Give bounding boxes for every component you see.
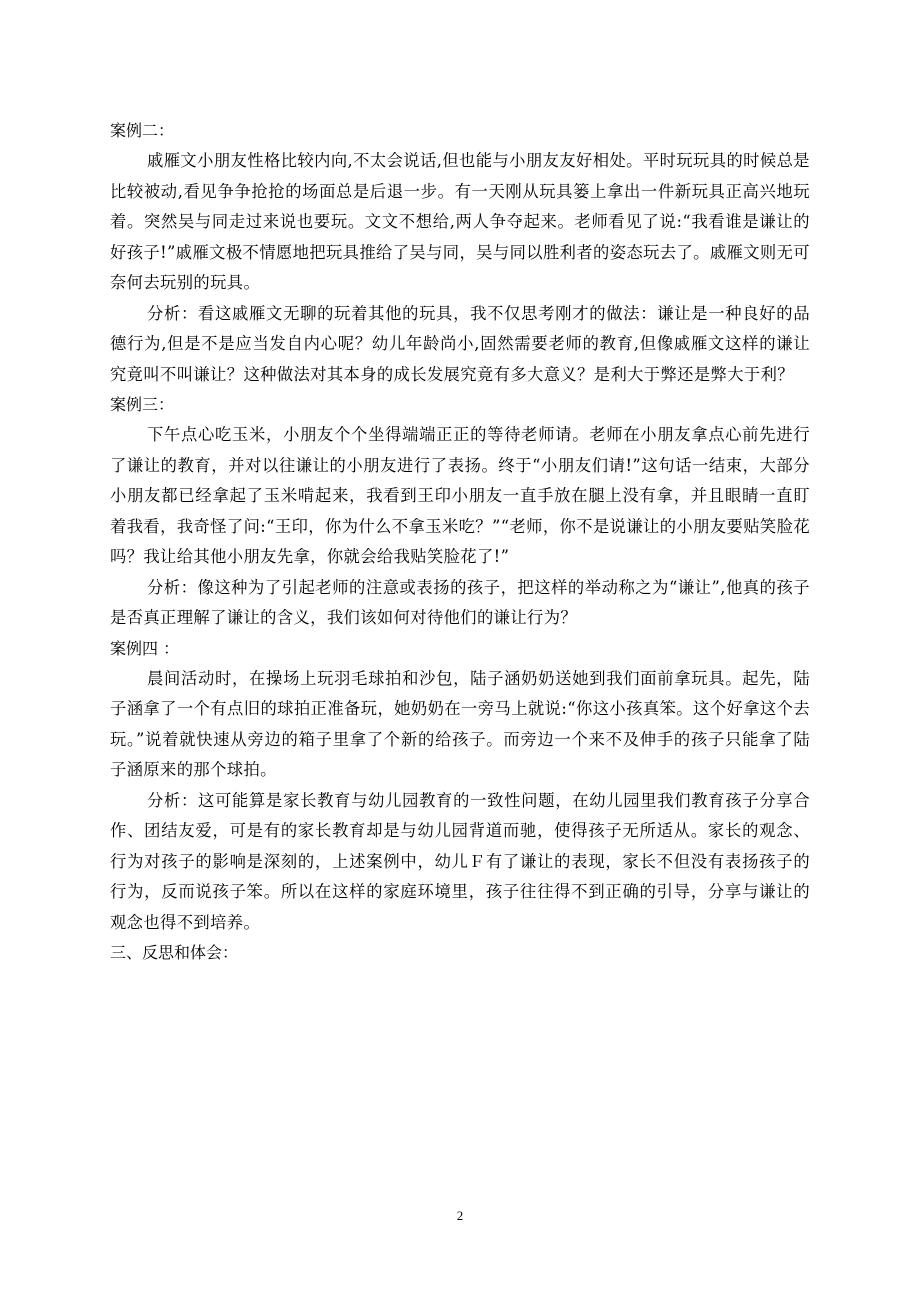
page-number: 2 — [456, 1208, 464, 1223]
case-three-analysis: 分析：像这种为了引起老师的注意或表扬的孩子，把这样的举动称之为“谦让”,他真的孩子是否真正理解了谦让的含义，我们该如何对待他们的谦让行为？ — [110, 577, 810, 627]
case-two-paragraph: 戚雁文小朋友性格比较内向,不太会说话,但也能与小朋友友好相处。平时玩玩具的时候总是比较被动,看见争争抢抢的场面总是后退一步。有一天刚从玩具篓上拿出一件新玩具正高兴地玩着。突然吴与同走过来说也要玩。文文不想给,两人争夺起来。老师看见了说:“我看谁是谦让的好孩子!”戚雁文极不情愿地把玩具推给了吴与同，吴与同以胜利者的姿态玩去了。戚雁文则无可奈何去玩别的玩具。 — [110, 151, 810, 292]
case-three-paragraph: 下午点心吃玉米，小朋友个个坐得端端正正的等待老师请。老师在小朋友拿点心前先进行了谦让的教育，并对以往谦让的小朋友进行了表扬。终于“小朋友们请!”这句话一结束，大部分小朋友都已经拿起了玉米啃起来，我看到王印小朋友一直手放在腿上没有拿，并且眼睛一直盯着我看，我奇怪了问:“王印，你为什么不拿玉米吃？”“老师，你不是说谦让的小朋友要贴笑脸花吗？我让给其他小朋友先拿，你就会给我贴笑脸花了!” — [110, 425, 810, 566]
case-four-paragraph: 晨间活动时，在操场上玩羽毛球拍和沙包，陆子涵奶奶送她到我们面前拿玩具。起先，陆子涵拿了一个有点旧的球拍正准备玩，她奶奶在一旁马上就说:“你这小孩真笨。这个好拿这个去玩。”说着就快速从旁边的箱子里拿了个新的给孩子。而旁边一个来不及伸手的孩子只能拿了陆子涵原来的那个球拍。 — [110, 668, 810, 779]
case-three-heading: 案例三： — [110, 395, 175, 414]
case-two-heading: 案例二： — [110, 121, 175, 140]
document-body — [110, 116, 810, 968]
section-three-heading: 三、反思和体会： — [110, 943, 239, 962]
case-four-analysis: 分析：这可能算是家长教育与幼儿园教育的一致性问题，在幼儿园里我们教育孩子分享合作、团结友爱，可是有的家长教育却是与幼儿园背道而驰，使得孩子无所适从。家长的观念、行为对孩子的影响是深刻的，上述案例中，幼儿Ｆ有了谦让的表现，家长不但没有表扬孩子的行为，反而说孩子笨。所以在这样的家庭环境里，孩子往往得不到正确的引导，分享与谦让的观念也得不到培养。 — [110, 790, 810, 932]
case-two-analysis: 分析：看这戚雁文无聊的玩着其他的玩具，我不仅思考刚才的做法：谦让是一种良好的品德行为,但是不是应当发自内心呢？幼儿年龄尚小,固然需要老师的教育,但像戚雁文这样的谦让究竟叫不叫谦让？这种做法对其本身的成长发展究竟有多大意义？是利大于弊还是弊大于利？ — [110, 303, 810, 384]
case-four-heading: 案例四 ： — [110, 638, 180, 658]
